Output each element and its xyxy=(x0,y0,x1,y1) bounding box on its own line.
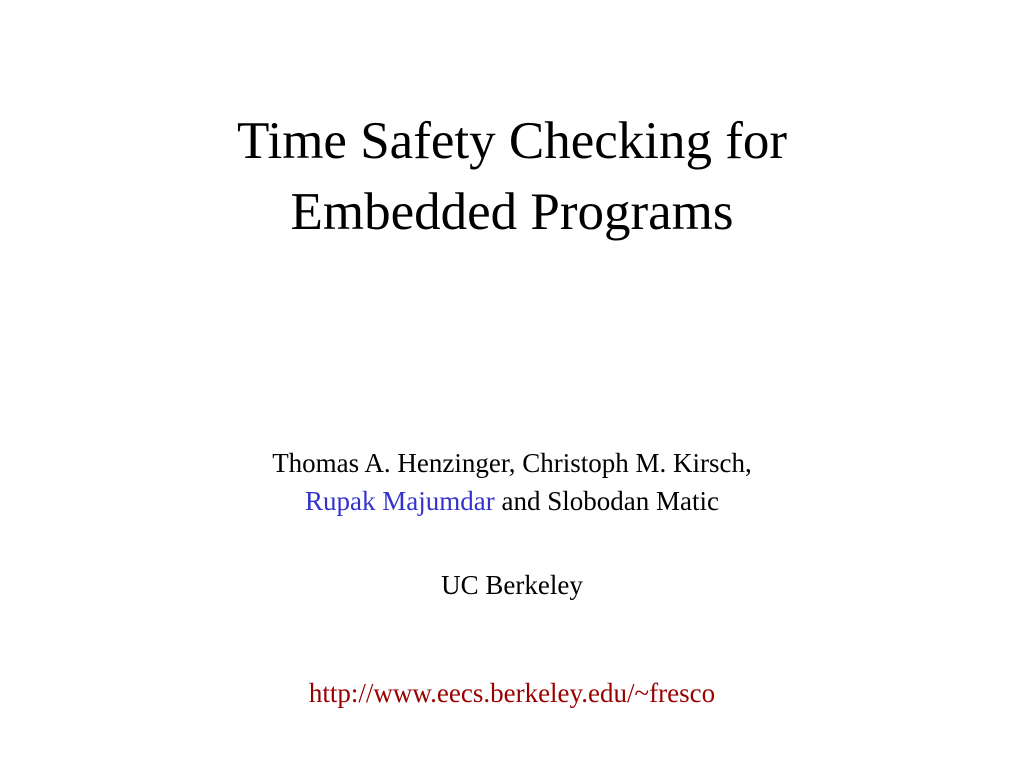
author-link-majumdar[interactable]: Rupak Majumdar xyxy=(305,486,495,516)
title-line-2: Embedded Programs xyxy=(290,183,734,241)
authors-line-2 xyxy=(0,482,1024,520)
project-url xyxy=(0,674,1024,712)
authors-line-1: Thomas A. Henzinger, Christoph M. Kirsch, xyxy=(272,448,752,478)
author-list xyxy=(0,444,1024,520)
title-line-1: Time Safety Checking for xyxy=(236,112,788,170)
project-url-link[interactable]: http://www.eecs.berkeley.edu/~fresco xyxy=(308,678,716,708)
affiliation: UC Berkeley xyxy=(441,570,583,600)
authors-line-2-rest: and Slobodan Matic xyxy=(494,486,719,516)
slide-title xyxy=(0,106,1024,248)
